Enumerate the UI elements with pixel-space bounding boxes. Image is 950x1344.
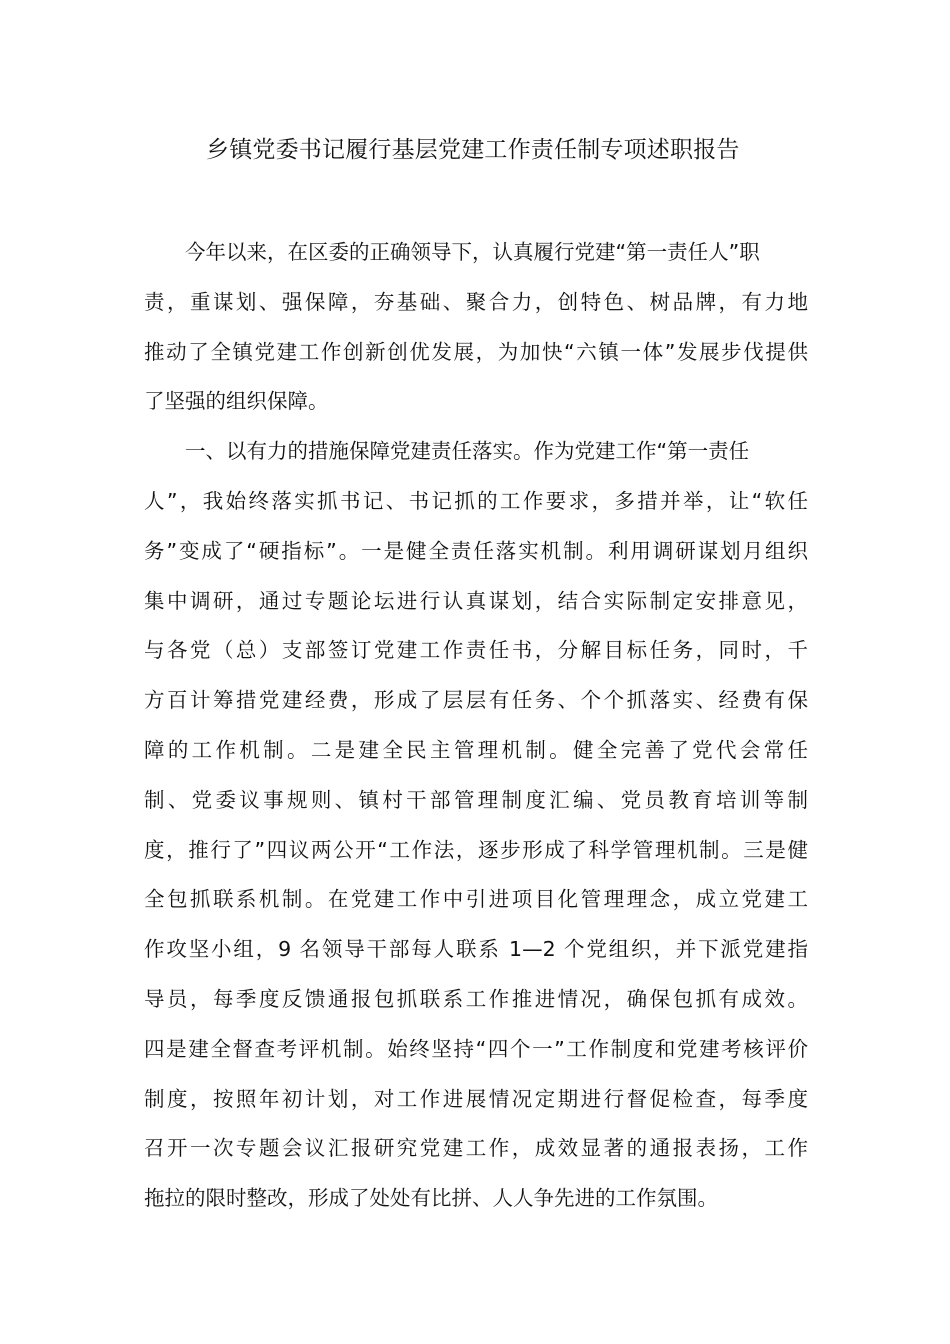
body-line: 责，重谋划、强保障，夯基础、聚合力，创特色、树品牌，有力地 bbox=[144, 289, 808, 314]
body-line: 四是建全督查考评机制。始终坚持“四个一”工作制度和党建考核评价 bbox=[144, 1036, 808, 1061]
body-line: 障的工作机制。二是建全民主管理机制。健全完善了党代会常任 bbox=[144, 737, 808, 762]
document-body bbox=[144, 228, 808, 1224]
body-line: 制度，按照年初计划，对工作进展情况定期进行督促检查，每季度 bbox=[144, 1086, 808, 1111]
body-line: 度，推行了”四议两公开“工作法，逐步形成了科学管理机制。三是健 bbox=[144, 837, 808, 862]
body-line: 了坚强的组织保障。 bbox=[144, 389, 329, 414]
body-line: 推动了全镇党建工作创新创优发展，为加快“六镇一体”发展步伐提供 bbox=[144, 339, 808, 364]
body-line: 务”变成了“硬指标”。一是健全责任落实机制。利用调研谋划月组织 bbox=[144, 538, 808, 563]
document-title: 乡镇党委书记履行基层党建工作责任制专项述职报告 bbox=[206, 137, 740, 163]
body-line: 导员，每季度反馈通报包抓联系工作推进情况，确保包抓有成效。 bbox=[144, 986, 808, 1011]
body-line: 作攻坚小组，9 名领导干部每人联系 1—2 个党组织，并下派党建指 bbox=[144, 937, 808, 962]
body-line: 今年以来，在区委的正确领导下，认真履行党建“第一责任人”职 bbox=[144, 240, 760, 264]
body-line: 一、以有力的措施保障党建责任落实。作为党建工作“第一责任 bbox=[144, 439, 750, 464]
body-line: 集中调研，通过专题论坛进行认真谋划，结合实际制定安排意见， bbox=[144, 588, 808, 613]
body-line: 方百计筹措党建经费，形成了层层有任务、个个抓落实、经费有保 bbox=[144, 688, 808, 713]
body-line: 人”，我始终落实抓书记、书记抓的工作要求，多措并举，让“软任 bbox=[144, 488, 808, 513]
body-line: 召开一次专题会议汇报研究党建工作，成效显著的通报表扬，工作 bbox=[144, 1136, 808, 1161]
body-line: 与各党（总）支部签订党建工作责任书，分解目标任务，同时，千 bbox=[144, 638, 808, 663]
body-line: 全包抓联系机制。在党建工作中引进项目化管理理念，成立党建工 bbox=[144, 887, 808, 912]
body-line: 制、党委议事规则、镇村干部管理制度汇编、党员教育培训等制 bbox=[144, 787, 808, 812]
body-line: 拖拉的限时整改，形成了处处有比拼、人人争先进的工作氛围。 bbox=[144, 1186, 718, 1211]
